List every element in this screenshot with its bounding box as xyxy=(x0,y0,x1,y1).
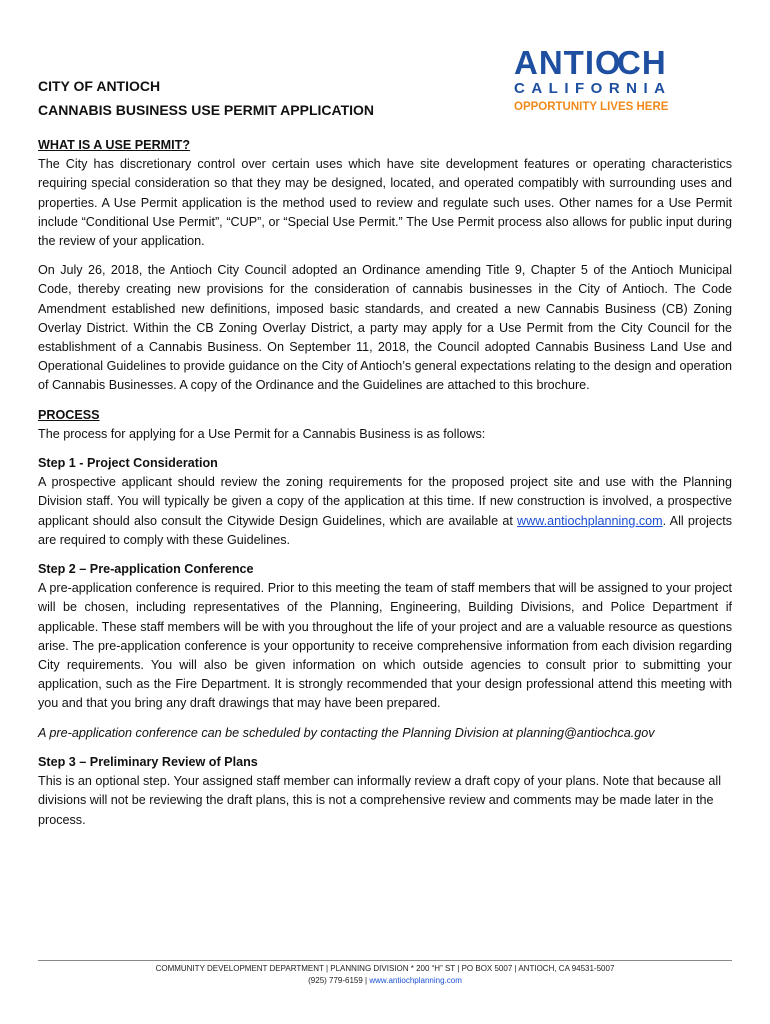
step2-note: A pre-application conference can be scheduled by contacting the Planning Division at planning@antiochca.gov xyxy=(38,725,655,740)
title-city: CITY OF ANTIOCH xyxy=(38,78,161,94)
what-heading: WHAT IS A USE PERMIT? xyxy=(38,138,191,152)
step1-text: A prospective applicant should review the zoning requirements for the proposed project site and use with the Planning Division staff. You will typically be given a copy of the application at this time. If new construction is involved, a prospective applicant should also consult the Citywide Design Guidelines, which are available at xyxy=(38,475,732,528)
step1-heading: Step 1 - Project Consideration xyxy=(38,456,218,471)
footer xyxy=(38,963,732,987)
antioch-logo xyxy=(514,46,694,115)
footer-divider xyxy=(38,960,732,961)
document-body xyxy=(38,136,732,830)
logo-main-b: CH xyxy=(617,44,667,81)
step3-heading: Step 3 – Preliminary Review of Plans xyxy=(38,754,258,769)
logo-main-a: ANTI xyxy=(514,44,595,81)
footer-phone: (925) 779-6159 | xyxy=(308,976,370,985)
planning-website-link[interactable]: www.antiochplanning.com xyxy=(517,513,663,528)
step3-paragraph: This is an optional step. Your assigned staff member can informally review a draft copy of your plans. Note that because all divisions will not be reviewing the draft plans, this is not a comprehensive review and comments may be made later in the process. xyxy=(38,774,721,827)
what-paragraph-1: The City has discretionary control over certain uses which have site development features or operating characteristics requiring special consideration so that they may be designed, located, and operated compatibly with surrounding uses and properties. A Use Permit application is the method used to review and regulate such uses. Other names for a Use Permit include “Conditional Use Permit”, “CUP”, or “Special Use Permit.” The Use Permit process also allows for public input during the review of your application. xyxy=(38,157,732,249)
logo-state: CALIFORNIA xyxy=(514,80,672,97)
what-paragraph-2: On July 26, 2018, the Antioch City Council adopted an Ordinance amending Title 9, Chapter 5 of the Antioch Municipal Code, thereby creating new provisions for the consideration of cannabis businesses in the City of Antioch. The Code Amendment established new definitions, imposed basic standards, and created a new Cannabis Business (CB) Zoning Overlay District. Within the CB Zoning Overlay District, a party may apply for a Use Permit from the City Council for the establishment of a Cannabis Business. On September 11, 2018, the Council adopted Cannabis Business Land Use and Operational Guidelines to provide guidance on the City of Antioch’s general expectations relating to the design and operation of Cannabis Businesses. A copy of the Ordinance and the Guidelines are attached to this brochure. xyxy=(38,263,732,393)
logo-o-wave-icon: O xyxy=(595,44,622,81)
step2-heading: Step 2 – Pre-application Conference xyxy=(38,562,254,577)
step1-paragraph xyxy=(38,473,732,550)
logo-wordmark xyxy=(514,46,694,80)
process-paragraph: The process for applying for a Use Permit for a Cannabis Business is as follows: xyxy=(38,426,486,441)
document-title xyxy=(38,74,374,122)
footer-website-link[interactable]: www.antiochplanning.com xyxy=(369,976,462,985)
footer-contact xyxy=(38,975,732,987)
process-heading: PROCESS xyxy=(38,407,100,422)
step2-paragraph: A pre-application conference is required. Prior to this meeting the team of staff members that will be assigned to your project will be chosen, including representatives of the Planning, Engineering, Building Divisions, and Police Department if applicable. These staff members will be with you throughout the life of your project and are a valuable resource as questions arise. The pre-application conference is your opportunity to receive comprehensive information from each division regarding City requirements. You will also be given information on which outside agencies to consult prior to submitting your application, such as the Fire Department. It is strongly recommended that your design professional attend this meeting with you and that you bring any draft drawings that may have been prepared. xyxy=(38,581,732,711)
logo-tagline: OPPORTUNITY LIVES HERE xyxy=(514,101,669,113)
footer-address: COMMUNITY DEVELOPMENT DEPARTMENT | PLANNING DIVISION * 200 “H” ST | PO BOX 5007 | ANTIOCH, CA 94531-5007 xyxy=(155,964,615,973)
step1-text-after: . All projects are required to comply with these Guidelines. xyxy=(38,513,732,547)
title-application: CANNABIS BUSINESS USE PERMIT APPLICATION xyxy=(38,102,375,118)
